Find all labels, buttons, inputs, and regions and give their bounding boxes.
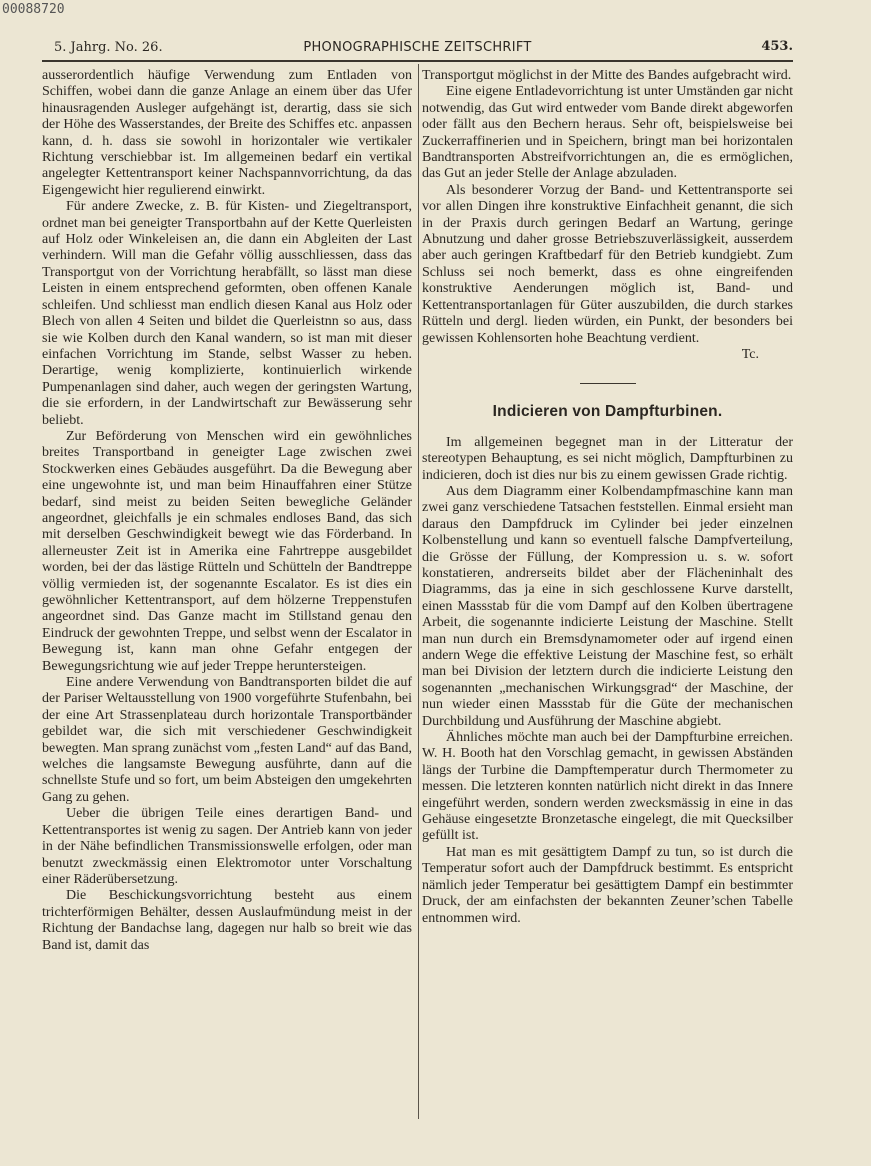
- left-column: [42, 68, 412, 954]
- article-title: Indicieren von Dampfturbinen.: [492, 403, 723, 421]
- paragraph: Ueber die übrigen Teile eines derartigen Band- und Kettentransportes ist wenig zu sagen. Der Antrieb kann von jeder in der Nähe befindlichen Transmissionswelle erfolgen, oder man benutzt zweckmässig einen Elektromotor unter Vorschaltung einer Räderübersetzung.: [42, 806, 412, 887]
- journal-title: PHONOGRAPHISCHE ZEITSCHRIFT: [303, 40, 532, 55]
- issue-label: 5. Jahrg. No. 26.: [54, 40, 163, 55]
- header-rule: [42, 60, 793, 62]
- scan-id: 00088720: [2, 2, 65, 17]
- section-separator: [580, 383, 636, 384]
- paragraph: Als besonderer Vorzug der Band- und Kettentransporte sei vor allen Dingen ihre konstruktive Einfachheit genannt, die sich in der Praxis durch geringen Bedarf an Wartung, geringe Abnutzung und daher grosse Betriebszuverlässigkeit, ausserdem aber auch geringen Kraftbedarf für den Betrieb kundgiebt. Zum Schluss sei noch bemerkt, dass es ohne eingreifenden konstruktive Aenderungen möglich ist, Band- und Kettentransportanlagen für Güter auszubilden, die durch starkes Rütteln und dergl. lieden würden, ein Punkt, der besonders bei gewissen Kohlensorten hohe Beachtung verdient.: [422, 182, 793, 346]
- right-column: [422, 68, 793, 927]
- paragraph: Aus dem Diagramm einer Kolbendampfmaschine kann man zwei ganz verschiedene Tatsachen feststellen. Einmal ersieht man daraus den Dampfdruck im Cylinder bei jeder einzelnen Kolbenstellung und kann so eventuell falsche Dampfverteilung, die Grösse der Füllung, der Kompression u. s. w. sofort konstatieren, andrerseits bildet aber der Flächeninhalt des Diagramms, das ja eine in sich geschlossene Kurve darstellt, einen Massstab für die vom Dampf auf den Kolben übertragene Arbeit, die sogenannte indicierte Leistung der Maschine. Stellt man nun durch ein Bremsdynamometer oder auf irgend einen andern Wege die effektive Leistung der Maschine fest, so erhält man bei Division der letztern durch die indicierte Leistung den sogenannten „mechanischen Wirkungsgrad“ der Maschine, der nun wieder einen Massstab für die Güte der mechanischen Durchbildung und Ausführung der Maschine abgiebt.: [422, 483, 793, 729]
- paragraph: Eine andere Verwendung von Bandtransporten bildet die auf der Pariser Weltausstellung von 1900 vorgeführte Stufenbahn, bei der eine Art Strassenplateau durch horizontale Transportbänder gebildet war, die sich mit verschiedener Geschwindigkeit bewegten. Man sprang zunächst vom „festen Land“ auf das Band, welches die langsamste Bewegung ausführte, dann auf die schnellste Stufe und so fort, um beim Absteigen den umgekehrten Gang zu gehen.: [42, 675, 412, 805]
- paragraph: Hat man es mit gesättigtem Dampf zu tun, so ist durch die Temperatur sofort auch der Dampfdruck bestimmt. Es entspricht nämlich jeder Temperatur bei gesättigtem Dampf ein bestimmter Druck, der am einfachsten der bekannten Zeuner’schen Tabelle entnommen wird.: [422, 844, 793, 926]
- page-number: 453.: [761, 39, 793, 54]
- paragraph: ausserordentlich häufige Verwendung zum Entladen von Schiffen, wobei dann die ganze Anlage an einem über das Ufer hinausragenden Ausleger aufgehängt ist, derartig, dass sie sich der Höhe des Wasserstandes, der Breite des Schiffes etc. anpassen kann, d. h. dass sie sowohl in horizontaler wie vertikaler Richtung verschiebbar ist. Im allgemeinen bedarf ein vertikal angelegter Kettentransport keiner Nachspannvorrichtung, da das Eigengewicht hier regulierend einwirkt.: [42, 68, 412, 198]
- paragraph: Für andere Zwecke, z. B. für Kisten- und Ziegeltransport, ordnet man bei geneigter Transportbahn auf der Kette Querleisten auf Holz oder Winkeleisen an, die dann ein Abgleiten der Last verhindern. Will man die Gefahr völlig ausschliessen, dass das Transportgut von der Vorrichtung herabfällt, so lässt man diese Leisten in einem entsprechend geformten, oben offenen Kanale schleifen. Und schliesst man endlich diesen Kanal aus Holz oder Blech von allen 4 Seiten und bildet die Querleistnn so aus, dass sie wie Kolben durch den Kanal wandern, so ist man mit dieser einfachen Vorrichtung im Stande, selbst Wasser zu heben. Derartige, wenig komplizierte, kontinuierlich wirkende Pumpenanlagen sind daher, auch wegen der geringsten Wartung, die sie erfordern, in der Landwirtschaft zur Bewässerung sehr beliebt.: [42, 199, 412, 428]
- column-divider: [418, 64, 419, 1119]
- paragraph: Eine eigene Entladevorrichtung ist unter Umständen gar nicht notwendig, das Gut wird entweder vom Bande direkt abgeworfen oder fällt aus den Bechern heraus. Sehr oft, beispielsweise bei Zuckerraffinerien und in Speichern, bringt man bei horizontalen Bandtransporten Abstreifvorrichtungen an, die es ermöglichen, das Gut an jeder Stelle der Anlage abzuladen.: [422, 84, 793, 182]
- paragraph: Ähnliches möchte man auch bei der Dampfturbine erreichen. W. H. Booth hat den Vorschlag gemacht, in gewissen Abständen längs der Turbine die Dampftemperatur durch Thermometer zu messen. Die letzteren konnten natürlich nicht direkt in das Innere eingeführt werden, sondern werden zwecksmässig in eine in das Gehäuse eingesetzte Bronzetasche eingelegt, die mit Quecksilber gefüllt ist.: [422, 730, 793, 844]
- paragraph: Zur Beförderung von Menschen wird ein gewöhnliches breites Transportband in geneigter Lage zwischen zwei Stockwerken eines Gebäudes ausgeführt. Da die Bewegung aber eine ungewohnte ist, und man beim Hinauffahren einer Stütze bedarf, sind meist zu beiden Seiten bewegliche Geländer angeordnet, gleichfalls je ein schmales endloses Band, das sich mit derselben Geschwindigkeit bewegt wie das Förderband. In allerneuster Zeit ist in Amerika eine Fahrtreppe ausgebildet worden, bei der das lästige Rütteln und Schütteln der Bandtreppe völlig vermieden ist, der sogenannte Escalator. Es ist dies ein gewöhnlicher Kettentransport, auf dem hölzerne Treppenstufen angeordnet sind. Das Ganze macht im Stillstand genau den Eindruck der gewohnten Treppe, und selbst wenn der Escalator in Bewegung ist, kann man ohne Gefahr entgegen der Bewegungsrichtung wie auf jeder Treppe heruntersteigen.: [42, 428, 412, 674]
- paragraph: Die Beschickungsvorrichtung besteht aus einem trichterförmigen Behälter, dessen Auslaufmündung meist in der Richtung der Bandachse lang, dagegen nur halb so breit wie das Band ist, damit das: [42, 888, 412, 953]
- author-signature: Tc.: [741, 346, 759, 362]
- paragraph: Transportgut möglichst in der Mitte des Bandes aufgebracht wird.: [422, 68, 792, 83]
- page-header: [42, 38, 793, 58]
- paragraph: Im allgemeinen begegnet man in der Litteratur der stereotypen Behauptung, es sei nicht möglich, Dampfturbinen zu indicieren, doch ist dies nur bis zu einem gewissen Grade richtig.: [422, 434, 793, 483]
